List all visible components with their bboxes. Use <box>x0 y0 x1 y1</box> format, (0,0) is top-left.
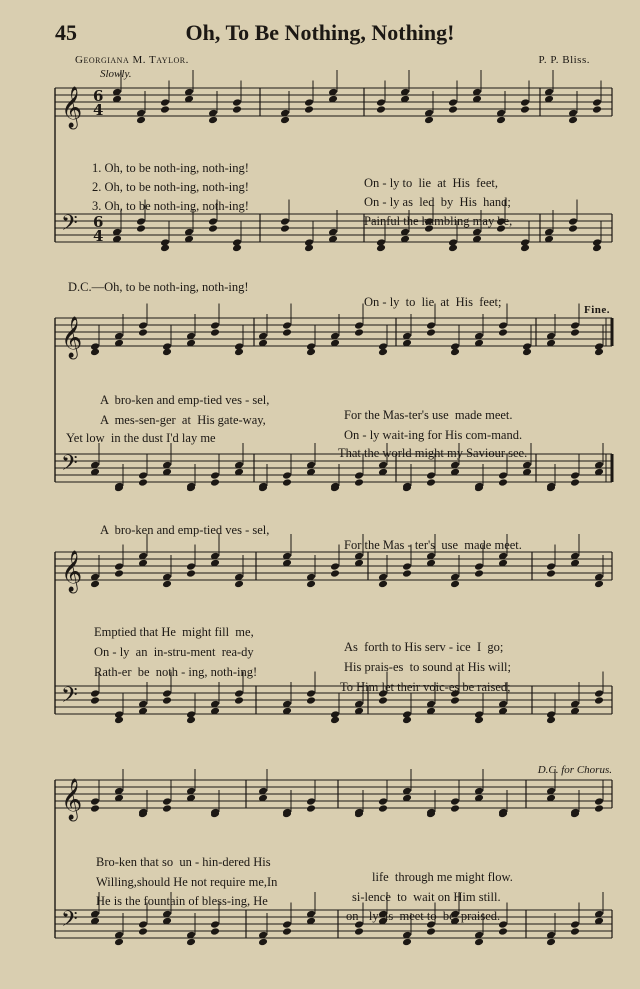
note-head <box>304 98 314 107</box>
bass-lyric-line <box>0 265 640 325</box>
note-head <box>424 116 434 125</box>
lyric-line <box>0 879 640 939</box>
note-head <box>208 116 218 125</box>
bass-clef: 𝄢 <box>61 907 78 937</box>
note-head <box>426 328 436 337</box>
note-head <box>280 116 290 125</box>
hymn-title: Oh, To Be Nothing, Nothing! <box>185 20 455 45</box>
note-head <box>138 478 148 487</box>
note-head <box>162 804 172 813</box>
note-head <box>426 478 436 487</box>
note-head <box>448 98 458 107</box>
note-head <box>450 348 460 357</box>
note-head <box>304 105 314 114</box>
note-head <box>306 797 316 806</box>
note-head <box>594 580 604 589</box>
lyric-phrase: On - ly as led by His hand; <box>364 195 511 209</box>
note-head <box>474 938 484 947</box>
note-head <box>90 580 100 589</box>
note-head <box>378 348 388 357</box>
note-head <box>90 797 100 806</box>
lyric-phrase: 1. Oh, to be noth-ing, noth-ing! <box>92 161 249 175</box>
note-head <box>474 569 484 578</box>
note-head <box>162 580 172 589</box>
note-head <box>232 105 242 114</box>
note-head <box>546 716 556 725</box>
lyric-phrase: On - ly to lie at His feet; <box>364 295 502 309</box>
lyric-phrase: Rath-er be noth - ing, noth-ing! <box>94 665 258 679</box>
lyric-phrase: Willing,should He not require me,In <box>96 875 278 889</box>
note-head <box>232 244 242 253</box>
note-head <box>568 116 578 125</box>
bass-lyric-line <box>0 508 640 568</box>
author-credit: Georgiana M. Taylor. <box>75 54 189 66</box>
note-head <box>378 797 388 806</box>
note-head <box>402 716 412 725</box>
note-head <box>162 348 172 357</box>
note-head <box>498 478 508 487</box>
note-head <box>378 580 388 589</box>
note-head <box>138 328 148 337</box>
bass-clef: 𝄢 <box>61 451 78 481</box>
lyric-phrase: On - ly to lie at His feet, <box>364 176 498 190</box>
note-head <box>210 328 220 337</box>
note-head <box>114 938 124 947</box>
lyric-phrase: Painful the humbling may be, <box>364 214 513 228</box>
note-head <box>232 98 242 107</box>
note-head <box>234 580 244 589</box>
note-head <box>354 478 364 487</box>
bass-clef: 𝄢 <box>61 683 78 713</box>
lyric-phrase: That the world might my Saviour see. <box>338 446 528 460</box>
note-head <box>160 105 170 114</box>
note-head <box>498 328 508 337</box>
note-head <box>520 244 530 253</box>
lyric-phrase: 3. Oh, to be noth-ing, noth-ing! <box>92 199 249 213</box>
note-head <box>570 328 580 337</box>
lyric-phrase: A bro-ken and emp-tied ves - sel, <box>100 523 270 537</box>
note-head <box>450 580 460 589</box>
tempo-marking: Slowly. <box>100 68 132 80</box>
lyric-phrase: A bro-ken and emp-tied ves - sel, <box>100 393 270 407</box>
note-head <box>594 348 604 357</box>
lyric-phrase: D.C.—Oh, to be noth-ing, noth-ing! <box>68 280 249 294</box>
lyric-line <box>0 416 640 476</box>
note-head <box>592 105 602 114</box>
note-head <box>114 716 124 725</box>
lyric-phrase: A mes-sen-ger at His gate-way, <box>100 413 266 427</box>
lyric-phrase: For the Mas - ter's use made meet. <box>344 538 522 552</box>
lyric-phrase: life through me might flow. <box>372 870 513 884</box>
note-head <box>282 478 292 487</box>
lyric-phrase: Bro-ken that so un - hin-dered His <box>96 855 271 869</box>
note-head <box>304 244 314 253</box>
note-head <box>90 804 100 813</box>
note-head <box>520 98 530 107</box>
lyric-phrase: si-lence to wait on Him still. <box>352 890 501 904</box>
time-signature-bottom: 4 <box>93 227 104 245</box>
note-head <box>330 716 340 725</box>
note-head <box>594 797 604 806</box>
lyric-line <box>0 650 640 710</box>
lyric-phrase: On - ly wait-ing for His com-mand. <box>344 428 523 442</box>
note-head <box>496 116 506 125</box>
treble-clef: 𝄞 <box>61 551 83 592</box>
fine-marking: Fine. <box>583 304 610 316</box>
note-head <box>162 797 172 806</box>
note-head <box>186 938 196 947</box>
hymn-number: 45 <box>55 20 77 45</box>
note-head <box>114 569 124 578</box>
lyric-phrase: As forth to His serv - ice I go; <box>344 640 504 654</box>
note-head <box>474 716 484 725</box>
note-head <box>546 938 556 947</box>
time-signature-top: 6 <box>93 87 104 105</box>
time-signature-bottom: 4 <box>93 101 104 119</box>
note-head <box>186 569 196 578</box>
note-head <box>282 328 292 337</box>
lyric-phrase: 2. Oh, to be noth-ing, noth-ing! <box>92 180 249 194</box>
note-head <box>378 804 388 813</box>
lyric-phrase: On - ly an in-stru-ment rea-dy <box>94 645 254 659</box>
note-head <box>376 244 386 253</box>
note-head <box>376 105 386 114</box>
note-head <box>376 98 386 107</box>
lyric-phrase: Emptied that He might fill me, <box>94 625 254 639</box>
note-head <box>90 348 100 357</box>
note-head <box>210 478 220 487</box>
note-head <box>306 580 316 589</box>
note-head <box>160 98 170 107</box>
bass-clef: 𝄢 <box>61 211 78 241</box>
note-head <box>306 804 316 813</box>
note-head <box>186 716 196 725</box>
note-head <box>160 244 170 253</box>
treble-clef: 𝄞 <box>61 317 83 358</box>
note-head <box>594 804 604 813</box>
treble-clef: 𝄞 <box>61 779 83 820</box>
lyric-phrase: on - ly is meet to be praised. <box>346 909 501 923</box>
lyric-phrase: For the Mas-ter's use made meet. <box>344 408 513 422</box>
note-head <box>306 348 316 357</box>
treble-clef: 𝄞 <box>61 87 83 128</box>
lyric-phrase: His prais-es to sound at His will; <box>344 660 512 674</box>
note-head <box>448 244 458 253</box>
dc-chorus-marking: D.C. for Chorus. <box>537 764 612 776</box>
note-head <box>402 569 412 578</box>
note-head <box>520 105 530 114</box>
note-head <box>546 569 556 578</box>
note-head <box>402 938 412 947</box>
note-head <box>354 328 364 337</box>
note-head <box>330 569 340 578</box>
note-head <box>522 348 532 357</box>
note-head <box>136 116 146 125</box>
note-head <box>234 348 244 357</box>
lyric-line <box>0 184 640 244</box>
note-head <box>450 804 460 813</box>
note-head <box>592 98 602 107</box>
note-head <box>450 797 460 806</box>
lyric-phrase: He is the fountain of bless-ing, He <box>96 894 268 908</box>
note-head <box>592 244 602 253</box>
lyric-phrase: To Him let their voic-es be raised; <box>340 680 511 694</box>
time-signature-top: 6 <box>93 213 104 231</box>
note-head <box>570 478 580 487</box>
composer-credit: P. P. Bliss. <box>538 54 590 66</box>
note-head <box>258 938 268 947</box>
note-head <box>448 105 458 114</box>
lyric-phrase: Yet low in the dust I'd lay me <box>66 431 216 445</box>
